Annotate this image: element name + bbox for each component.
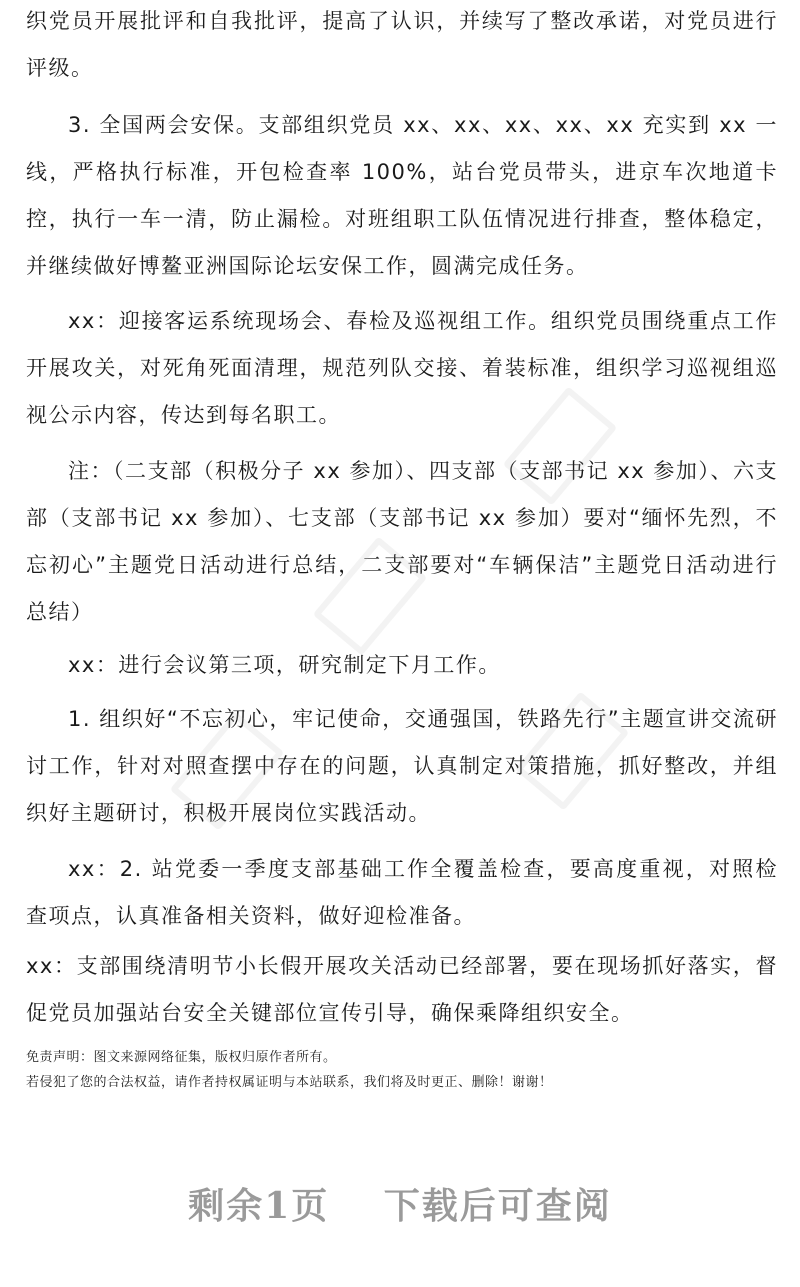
paragraph-5: xx：进行会议第三项，研究制定下月工作。 bbox=[68, 653, 501, 677]
paragraph-1: 织党员开展批评和自我批评，提高了认识，并续写了整改承诺，对党员进行评级。 bbox=[26, 9, 778, 80]
document-body bbox=[26, 0, 778, 1037]
paragraph-6: 1. 组织好“不忘初心，牢记使命，交通强国，铁路先行”主题宣讲交流研讨工作，针对对照查摆中存在的问题，认真制定对策措施，抓好整改，并组织好主题研讨，积极开展岗位实践活动。 bbox=[26, 707, 778, 825]
download-prompt[interactable] bbox=[0, 1178, 800, 1229]
download-to-view-label: 下载后可查阅 bbox=[383, 1185, 612, 1227]
disclaimer-line-2: 若侵犯了您的合法权益，请作者持权属证明与本站联系，我们将及时更正、删除！谢谢！ bbox=[26, 1075, 553, 1090]
paragraph-2: 3. 全国两会安保。支部组织党员 xx、xx、xx、xx、xx 充实到 xx 一线，严格执行标准，开包检查率 100%，站台党员带头，进京车次地道卡控，执行一车一清，防止漏检。对班组职工队伍情况进行排查，整体稳定，并继续做好博鳌亚洲国际论坛安保工作，圆满完成任务。 bbox=[26, 113, 778, 278]
remaining-pages-label: 剩余1页 bbox=[188, 1185, 330, 1227]
disclaimer bbox=[26, 1045, 553, 1095]
paragraph-3: xx：迎接客运系统现场会、春检及巡视组工作。组织党员围绕重点工作开展攻关，对死角死面清理，规范列队交接、着装标准，组织学习巡视组巡视公示内容，传达到每名职工。 bbox=[26, 309, 778, 427]
paragraph-7: xx：2. 站党委一季度支部基础工作全覆盖检查，要高度重视，对照检查项点，认真准备相关资料，做好迎检准备。 bbox=[26, 857, 778, 928]
paragraph-8: xx：支部围绕清明节小长假开展攻关活动已经部署，要在现场抓好落实，督促党员加强站台安全关键部位宣传引导，确保乘降组织安全。 bbox=[26, 954, 778, 1025]
paragraph-4: 注：（二支部（积极分子 xx 参加）、四支部（支部书记 xx 参加）、六支部（支部书记 xx 参加）、七支部（支部书记 xx 参加）要对“缅怀先烈，不忘初心”主题党日活动进行总结，二支部要对“车辆保洁”主题党日活动进行总结） bbox=[26, 459, 778, 624]
disclaimer-line-1: 免责声明：图文来源网络征集，版权归原作者所有。 bbox=[26, 1050, 337, 1065]
